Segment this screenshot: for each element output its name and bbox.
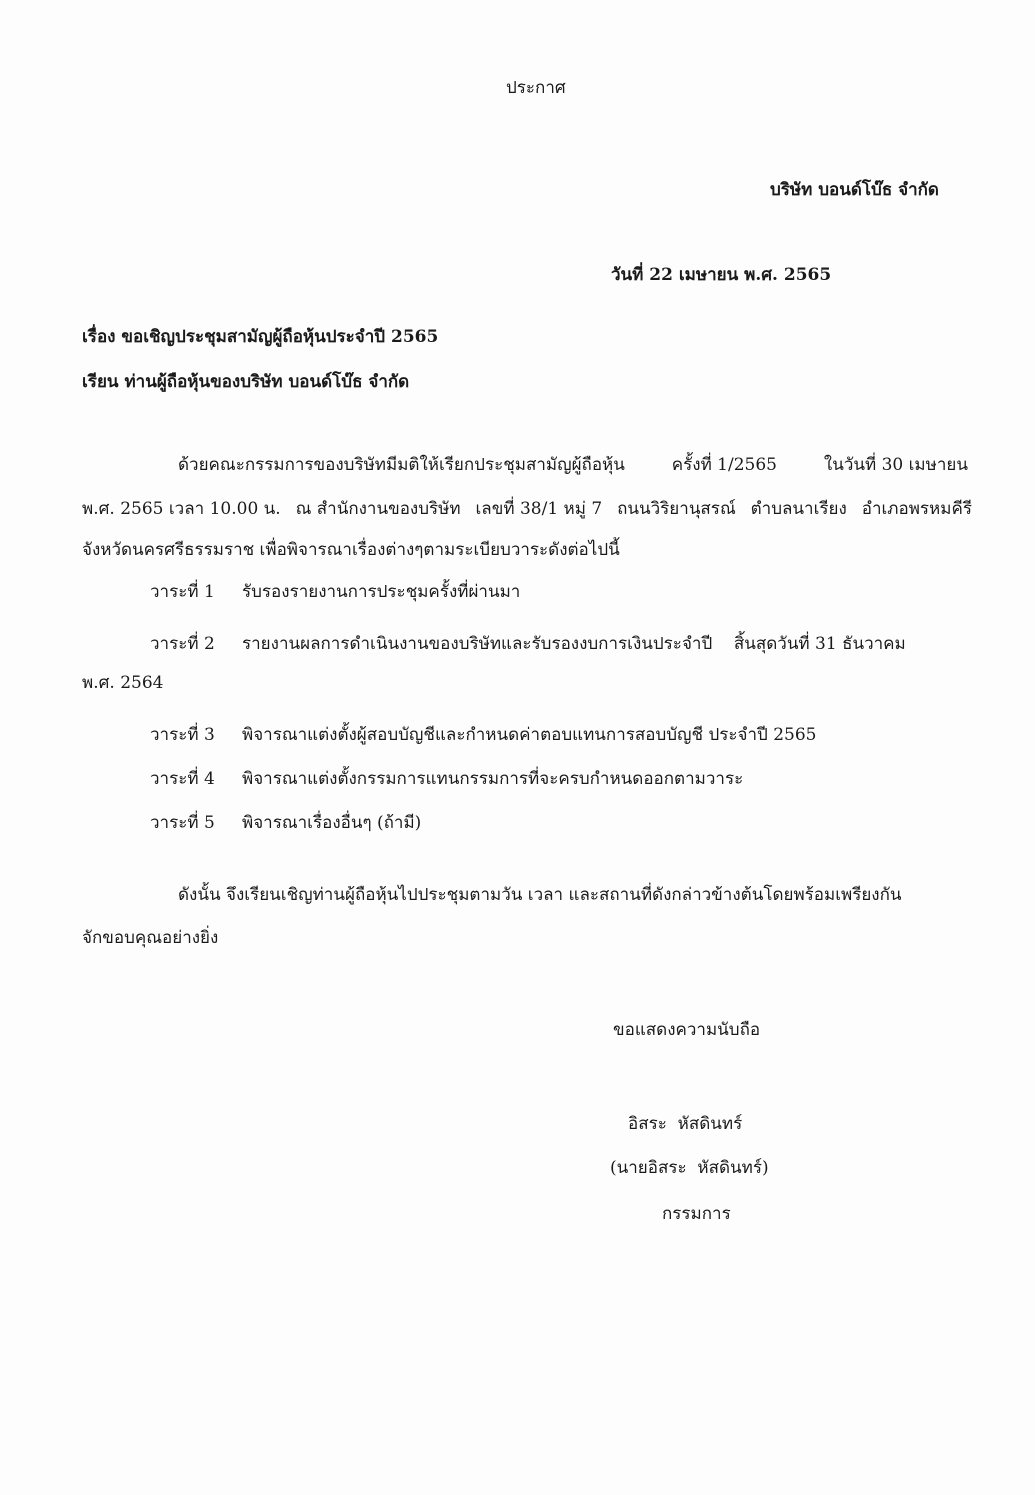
agenda-number: วาระที่ 5 xyxy=(150,813,215,833)
address-road: ถนนวิริยานุสรณ์ xyxy=(617,499,736,519)
intro-line-3: จังหวัดนครศรีธรรมราช เพื่อพิจารณาเรื่องต่างๆตามระเบียบวาระดังต่อไปนี้ xyxy=(82,540,620,560)
address-district: อำเภอพรหมคีรี xyxy=(861,499,972,519)
agenda-item-5 xyxy=(150,815,421,832)
address-number: เลขที่ 38/1 หมู่ 7 xyxy=(475,499,603,519)
agenda-text: พิจารณาแต่งตั้งผู้สอบบัญชีและกำหนดค่าตอบแทนการสอบบัญชี ประจำปี 2565 xyxy=(242,725,817,745)
subject-line: เรื่อง ขอเชิญประชุมสามัญผู้ถือหุ้นประจำปี 2565 xyxy=(82,327,439,347)
intro-text-1: ด้วยคณะกรรมการของบริษัทมีมติให้เรียกประชุมสามัญผู้ถือหุ้น xyxy=(178,455,625,475)
address-subdistrict: ตำบลนาเรียง xyxy=(750,499,847,519)
agenda-item-4 xyxy=(150,771,743,788)
regards: ขอแสดงความนับถือ xyxy=(613,1020,761,1040)
intro-line-2 xyxy=(82,501,972,518)
signature-name: อิสระ หัสดินทร์ xyxy=(628,1114,743,1134)
agenda-item-1 xyxy=(150,584,520,601)
closing-line-1: ดังนั้น จึงเรียนเชิญท่านผู้ถือหุ้นไปประชุมตามวัน เวลา และสถานที่ดังกล่าวข้างต้นโดยพร้อมเพรียงกัน xyxy=(178,885,902,905)
meeting-time: พ.ศ. 2565 เวลา 10.00 น. xyxy=(82,499,281,519)
agenda-text: รับรองรายงานการประชุมครั้งที่ผ่านมา xyxy=(242,582,521,602)
document-title: ประกาศ xyxy=(506,78,566,98)
meeting-date: ในวันที่ 30 เมษายน xyxy=(823,455,968,475)
agenda-number: วาระที่ 2 xyxy=(150,634,215,654)
agenda-text: รายงานผลการดำเนินงานของบริษัทและรับรองงบการเงินประจำปี สิ้นสุดวันที่ 31 ธันวาคม xyxy=(242,634,906,654)
agenda-item-3 xyxy=(150,727,817,744)
meeting-number: ครั้งที่ 1/2565 xyxy=(671,455,777,475)
signatory-full-name: (นายอิสระ หัสดินทร์) xyxy=(610,1158,769,1178)
document-date: วันที่ 22 เมษายน พ.ศ. 2565 xyxy=(611,265,832,285)
intro-line-1 xyxy=(178,457,968,474)
meeting-venue: ณ สำนักงานของบริษัท xyxy=(295,499,461,519)
company-name: บริษัท บอนด์โบ๊ธ จำกัด xyxy=(770,180,939,200)
agenda-number: วาระที่ 4 xyxy=(150,769,215,789)
agenda-text: พิจารณาแต่งตั้งกรรมการแทนกรรมการที่จะครบกำหนดออกตามวาระ xyxy=(242,769,744,789)
agenda-item-2 xyxy=(150,636,906,653)
agenda-number: วาระที่ 1 xyxy=(150,582,215,602)
agenda-item-2-continuation: พ.ศ. 2564 xyxy=(82,673,164,693)
recipient-line: เรียน ท่านผู้ถือหุ้นของบริษัท บอนด์โบ๊ธ จำกัด xyxy=(82,372,410,392)
agenda-number: วาระที่ 3 xyxy=(150,725,215,745)
agenda-text: พิจารณาเรื่องอื่นๆ (ถ้ามี) xyxy=(242,813,422,833)
closing-line-2: จักขอบคุณอย่างยิ่ง xyxy=(82,928,219,948)
signatory-position: กรรมการ xyxy=(662,1204,731,1224)
